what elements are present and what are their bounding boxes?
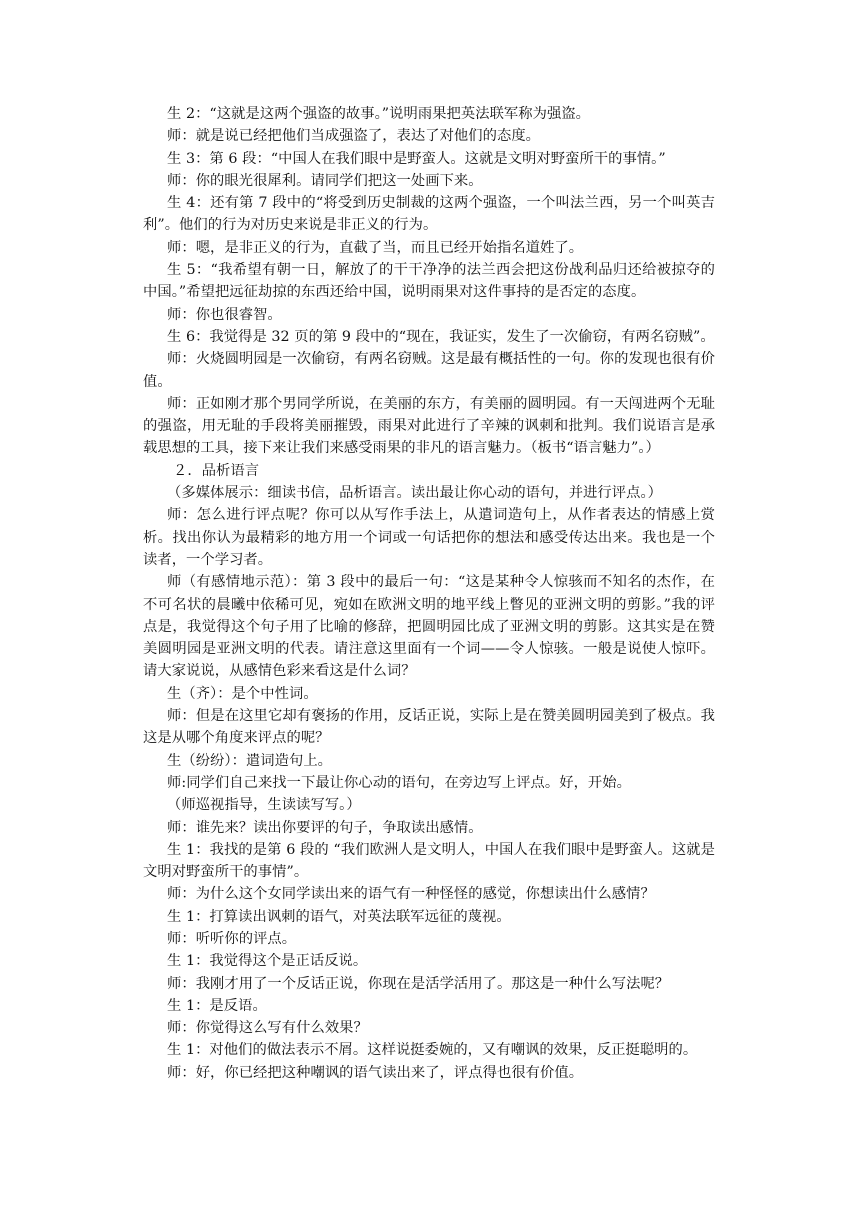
paragraph: 师：正如刚才那个男同学所说，在美丽的东方，有美丽的圆明园。有一天闯进两个无耻的强盗，用无耻的手段将美丽摧毁，雨果对此进行了辛辣的讽刺和批判。我们说语言是承载思想的工具，接下来让我们来感受雨果的非凡的语言魅力。（板书“语言魅力”。） bbox=[143, 395, 715, 457]
paragraph: （多媒体展示：细读书信，品析语言。读出最让你心动的语句，并进行评点。） bbox=[167, 485, 662, 502]
paragraph: 生（纷纷）：遣词造句上。 bbox=[167, 752, 333, 769]
paragraph: 师：听听你的评点。 bbox=[167, 930, 297, 947]
paragraph: 师：火烧圆明园是一次偷窃，有两名窃贼。这是最有概括性的一句。你的发现也很有价值。 bbox=[143, 351, 715, 390]
document-body bbox=[143, 103, 715, 1084]
paragraph: 生（齐）：是个中性词。 bbox=[167, 685, 318, 702]
paragraph: 生 1：我找的是第 6 段的 “我们欧洲人是文明人，中国人在我们眼中是野蛮人。这就是文明对野蛮所干的事情”。 bbox=[143, 841, 715, 881]
paragraph: 师：好，你已经把这种嘲讽的语气读出来了，评点得也很有价值。 bbox=[167, 1064, 584, 1081]
paragraph: 师：你也很睿智。 bbox=[167, 306, 282, 323]
paragraph: 师：就是说已经把他们当成强盗了，表达了对他们的态度。 bbox=[167, 128, 541, 145]
paragraph: 生 1：打算读出讽刺的语气，对英法联军远征的蔑视。 bbox=[167, 908, 511, 925]
section-heading: ２．品析语言 bbox=[173, 462, 260, 479]
paragraph: 师：你觉得这么写有什么效果？ bbox=[167, 1020, 368, 1037]
paragraph: （师巡视指导，生读读写写。） bbox=[167, 797, 361, 814]
paragraph: 生 1：是反语。 bbox=[167, 997, 267, 1014]
paragraph: 生 4：还有第 7 段中的“将受到历史制裁的这两个强盗，一个叫法兰西，另一个叫英吉利”。他们的行为对历史来说是非正义的行为。 bbox=[143, 195, 715, 234]
paragraph: 师：我刚才用了一个反话正说，你现在是活学活用了。那这是一种什么写法呢？ bbox=[167, 975, 670, 992]
paragraph: 师：为什么这个女同学读出来的语气有一种怪怪的感觉，你想读出什么感情？ bbox=[167, 886, 655, 903]
paragraph: 生 2：“这就是这两个强盗的故事。”说明雨果把英法联军称为强盗。 bbox=[167, 106, 591, 122]
paragraph: 师:同学们自己来找一下最让你心动的语句，在旁边写上评点。好，开始。 bbox=[167, 774, 631, 791]
paragraph: 生 6：我觉得是 32 页的第 9 段中的“现在，我证实，发生了一次偷窃，有两名窃贼”。 bbox=[167, 328, 715, 345]
paragraph: 生 5：“我希望有朝一日，解放了的干干净净的法兰西会把这份战利品归还给被掠夺的中国。”希望把远征劫掠的东西还给中国，说明雨果对这件事持的是否定的态度。 bbox=[143, 262, 715, 301]
paragraph: 师：但是在这里它却有褒扬的作用，反话正说，实际上是在赞美圆明园美到了极点。我这是从哪个角度来评点的呢？ bbox=[143, 708, 715, 747]
paragraph: 生 3：第 6 段：“中国人在我们眼中是野蛮人。这就是文明对野蛮所干的事情。” bbox=[167, 150, 666, 167]
paragraph: 师：谁先来？读出你要评的句子，争取读出感情。 bbox=[167, 819, 483, 836]
paragraph: 生 1：对他们的做法表示不屑。这样说挺委婉的，又有嘲讽的效果，反正挺聪明的。 bbox=[167, 1042, 698, 1059]
paragraph: 师（有感情地示范）：第 3 段中的最后一句：“这是某种令人惊骇而不知名的杰作，在不可名状的晨曦中依稀可见，宛如在欧洲文明的地平线上瞥见的亚洲文明的剪影。”我的评点是，我觉得这个句子用了比喻的修辞，把圆明园比成了亚洲文明的剪影。这其实是在赞美圆明园是亚洲文明的代表。请注意这里面有一个词——令人惊骇。一般是说使人惊吓。请大家说说，从感情色彩来看这是什么词？ bbox=[143, 574, 715, 680]
paragraph: 师：嗯，是非正义的行为，直截了当，而且已经开始指名道姓了。 bbox=[167, 239, 584, 256]
paragraph: 师：怎么进行评点呢？你可以从写作手法上，从遣词造句上，从作者表达的情感上赏析。找出你认为最精彩的地方用一个词或一句话把你的想法和感受传达出来。我也是一个读者，一个学习者。 bbox=[143, 507, 715, 568]
paragraph: 生 1：我觉得这个是正话反说。 bbox=[167, 953, 368, 970]
paragraph: 师：你的眼光很犀利。请同学们把这一处画下来。 bbox=[167, 172, 483, 189]
